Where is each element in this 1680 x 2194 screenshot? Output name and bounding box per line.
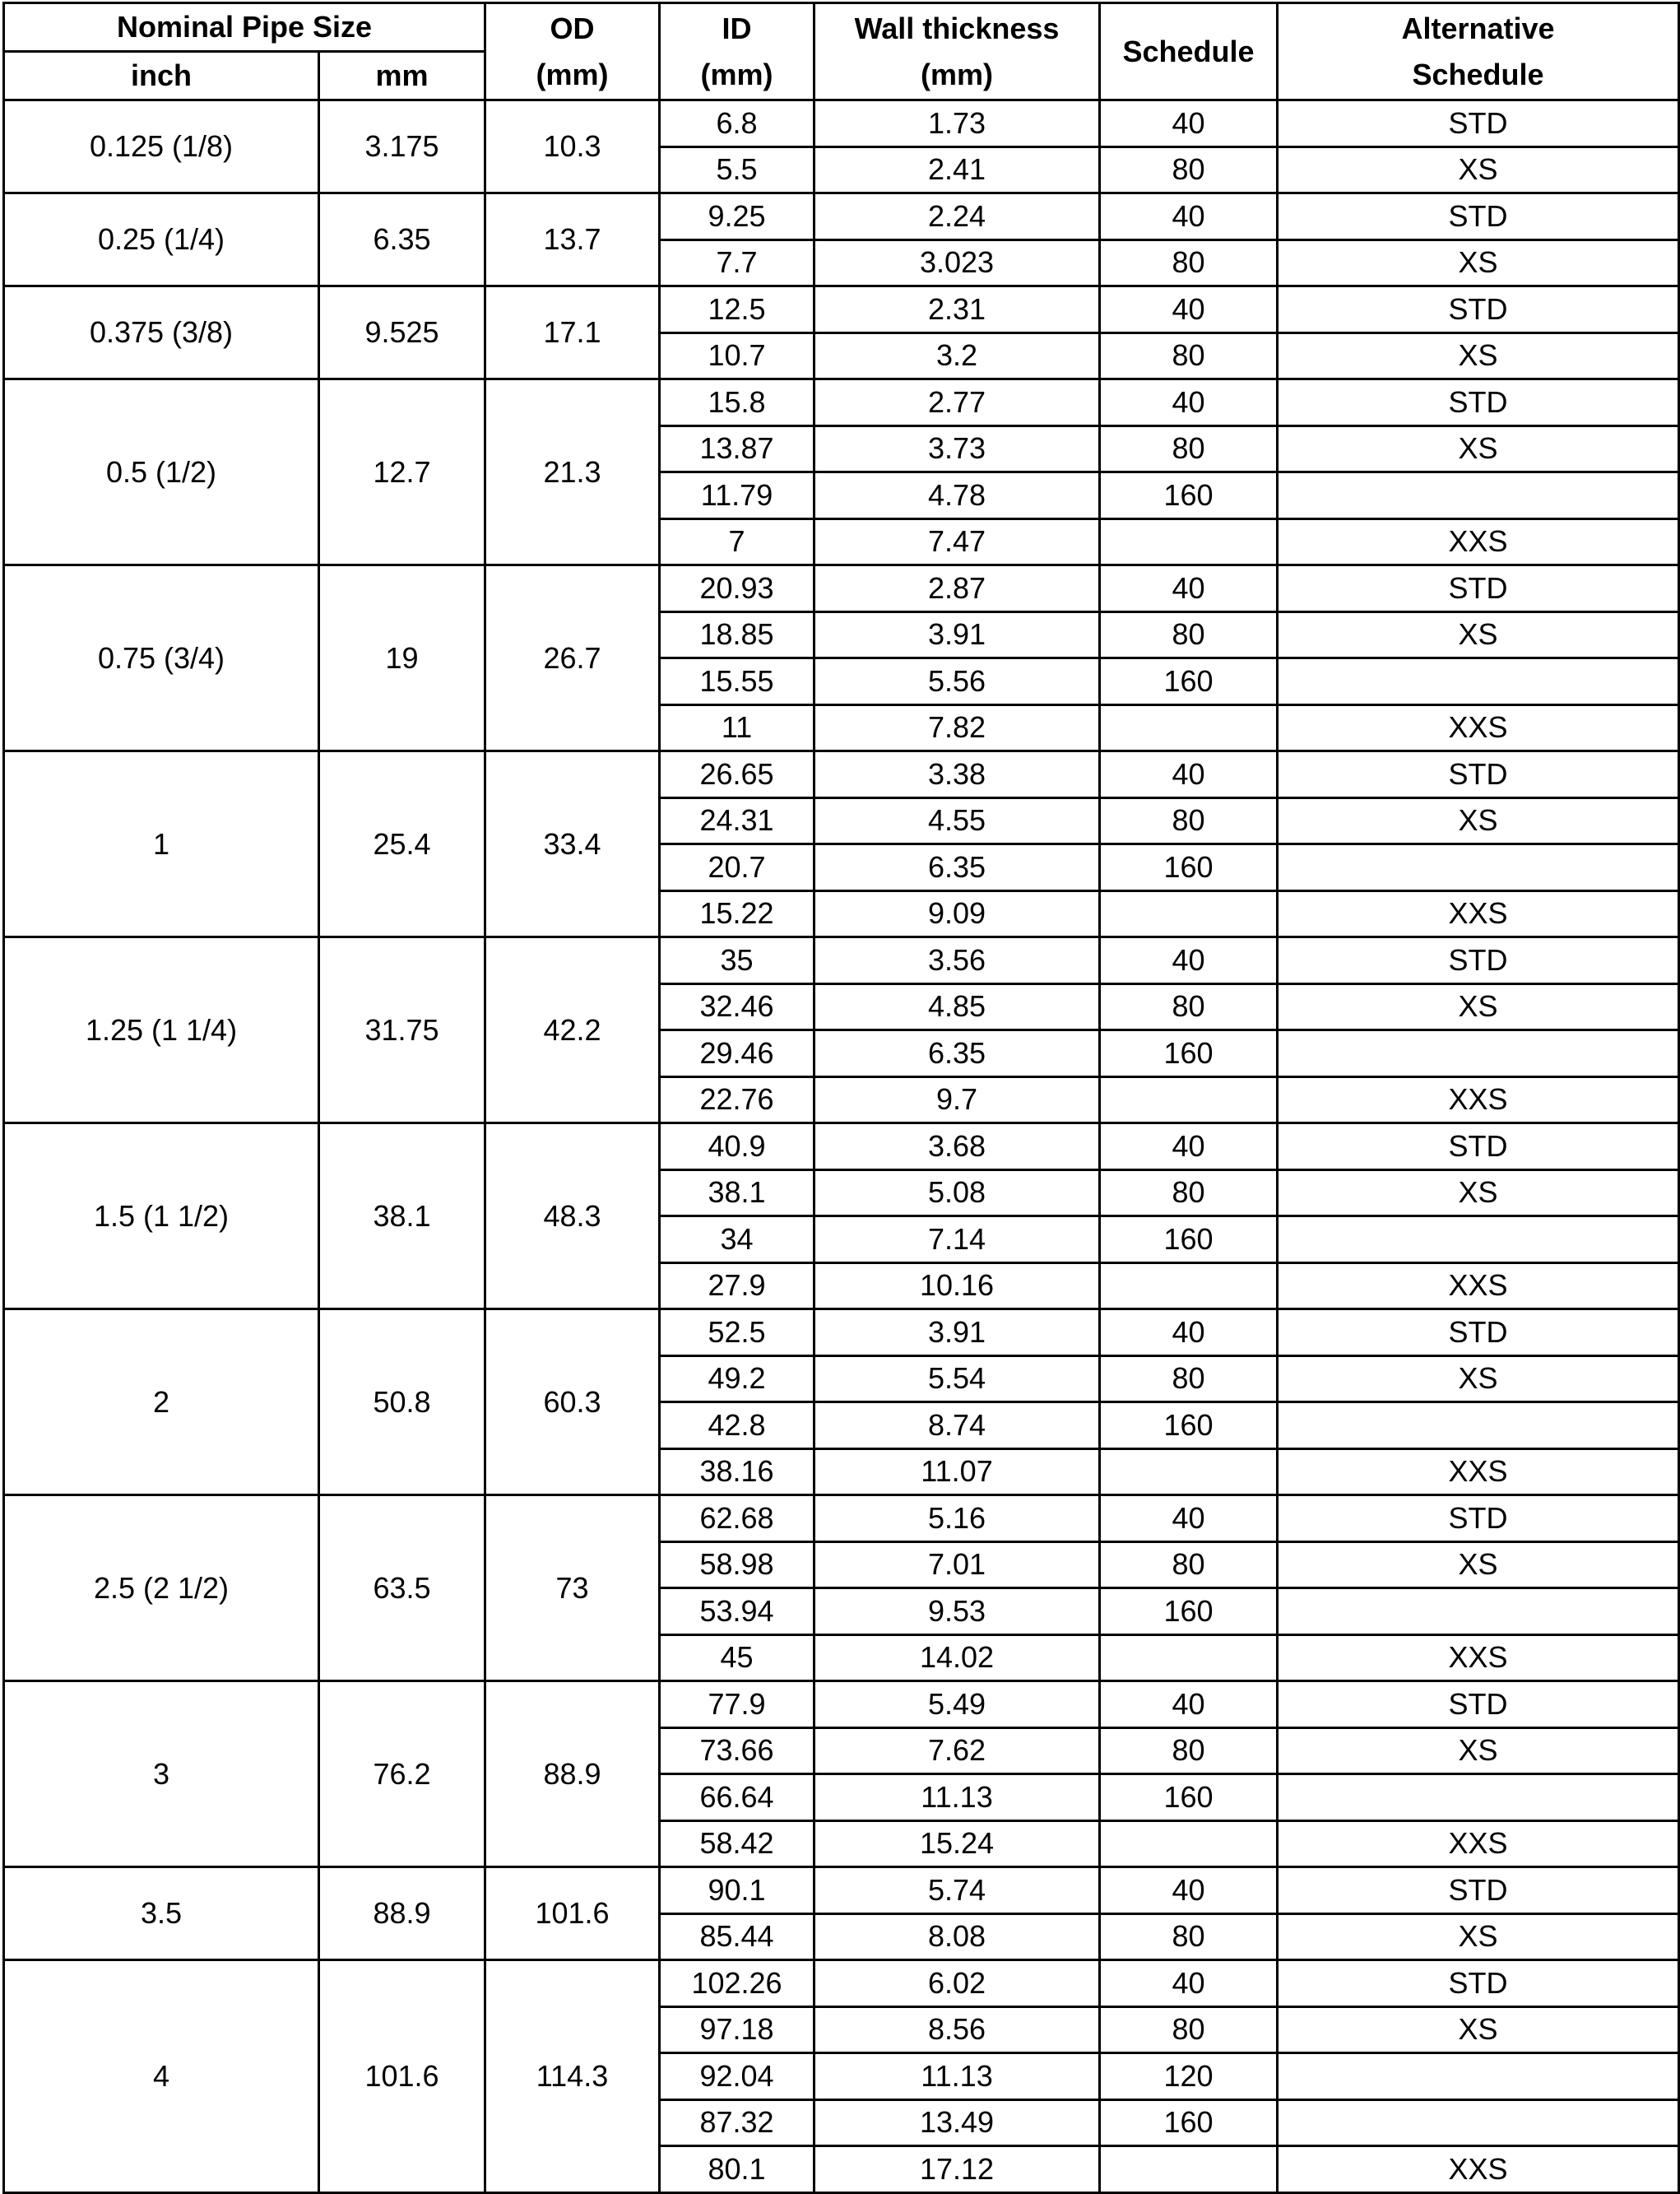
- nominal-mm-cell: 88.9: [319, 1867, 485, 1960]
- alternative-schedule-cell: [1278, 1216, 1679, 1263]
- id-header-line1: ID: [722, 11, 752, 45]
- id-cell: 77.9: [660, 1681, 814, 1728]
- id-cell: 92.04: [660, 2053, 814, 2100]
- nominal-mm-cell: 9.525: [319, 286, 485, 379]
- alternative-schedule-cell: XS: [1278, 983, 1679, 1030]
- alternative-schedule-header-line2: Schedule: [1412, 57, 1544, 91]
- wall-thickness-cell: 3.91: [814, 1309, 1100, 1356]
- wall-thickness-cell: 4.55: [814, 797, 1100, 844]
- id-cell: 24.31: [660, 797, 814, 844]
- schedule-cell: [1100, 1076, 1278, 1123]
- id-cell: 73.66: [660, 1727, 814, 1774]
- nominal-mm-cell: 76.2: [319, 1681, 485, 1867]
- schedule-cell: 40: [1100, 1309, 1278, 1356]
- alternative-schedule-cell: [1278, 1030, 1679, 1077]
- nominal-mm-cell: 38.1: [319, 1123, 485, 1309]
- alternative-schedule-cell: XS: [1278, 239, 1679, 286]
- wall-thickness-cell: 9.7: [814, 1076, 1100, 1123]
- table-row: [4, 193, 1679, 240]
- id-cell: 53.94: [660, 1588, 814, 1635]
- id-cell: 62.68: [660, 1495, 814, 1542]
- id-cell: 15.22: [660, 890, 814, 937]
- nominal-pipe-size-header: Nominal Pipe Size: [4, 3, 485, 52]
- alternative-schedule-cell: STD: [1278, 1681, 1679, 1728]
- schedule-cell: [1100, 2146, 1278, 2193]
- id-cell: 7: [660, 518, 814, 565]
- nominal-inch-cell: 2: [4, 1309, 319, 1495]
- schedule-cell: 160: [1100, 1030, 1278, 1077]
- schedule-cell: 80: [1100, 146, 1278, 193]
- alternative-schedule-cell: STD: [1278, 100, 1679, 147]
- wall-thickness-cell: 13.49: [814, 2099, 1100, 2146]
- alternative-schedule-cell: XS: [1278, 611, 1679, 658]
- od-cell: 33.4: [485, 751, 660, 937]
- id-cell: 35: [660, 937, 814, 984]
- wall-thickness-cell: 6.35: [814, 844, 1100, 891]
- id-cell: 45: [660, 1634, 814, 1681]
- wall-thickness-cell: 6.02: [814, 1960, 1100, 2007]
- nominal-mm-cell: 31.75: [319, 937, 485, 1123]
- wall-thickness-cell: 9.09: [814, 890, 1100, 937]
- wall-thickness-cell: 11.13: [814, 1774, 1100, 1821]
- wall-thickness-cell: 5.16: [814, 1495, 1100, 1542]
- table-row: [4, 1867, 1679, 1914]
- alternative-schedule-cell: XXS: [1278, 2146, 1679, 2193]
- id-cell: 11: [660, 704, 814, 751]
- wall-thickness-cell: 2.41: [814, 146, 1100, 193]
- wall-thickness-cell: 15.24: [814, 1820, 1100, 1867]
- table-row: [4, 1123, 1679, 1170]
- wall-thickness-cell: 1.73: [814, 100, 1100, 147]
- schedule-cell: 40: [1100, 1867, 1278, 1914]
- schedule-cell: 40: [1100, 1495, 1278, 1542]
- id-cell: 12.5: [660, 286, 814, 333]
- schedule-cell: [1100, 518, 1278, 565]
- schedule-cell: 80: [1100, 1169, 1278, 1216]
- schedule-cell: 160: [1100, 1774, 1278, 1821]
- table-row: [4, 1309, 1679, 1356]
- alternative-schedule-cell: XXS: [1278, 1076, 1679, 1123]
- alternative-schedule-cell: STD: [1278, 193, 1679, 240]
- id-cell: 27.9: [660, 1262, 814, 1309]
- id-cell: 22.76: [660, 1076, 814, 1123]
- alternative-schedule-cell: XS: [1278, 1727, 1679, 1774]
- od-cell: 88.9: [485, 1681, 660, 1867]
- id-cell: 42.8: [660, 1402, 814, 1449]
- schedule-cell: 80: [1100, 332, 1278, 379]
- table-header: [4, 3, 1679, 100]
- id-cell: 87.32: [660, 2099, 814, 2146]
- alternative-schedule-cell: [1278, 1402, 1679, 1449]
- header-row: [4, 3, 1679, 52]
- wall-thickness-cell: 14.02: [814, 1634, 1100, 1681]
- table-row: [4, 1495, 1679, 1542]
- table-row: [4, 751, 1679, 798]
- nominal-inch-cell: 3: [4, 1681, 319, 1867]
- id-cell: 80.1: [660, 2146, 814, 2193]
- alternative-schedule-cell: XS: [1278, 2006, 1679, 2053]
- wall-thickness-cell: 7.47: [814, 518, 1100, 565]
- inch-header: inch: [4, 52, 319, 100]
- nominal-inch-cell: 1: [4, 751, 319, 937]
- wall-thickness-cell: 7.62: [814, 1727, 1100, 1774]
- nominal-inch-cell: 0.375 (3/8): [4, 286, 319, 379]
- schedule-cell: 40: [1100, 286, 1278, 333]
- alternative-schedule-cell: XXS: [1278, 704, 1679, 751]
- schedule-cell: 80: [1100, 2006, 1278, 2053]
- alternative-schedule-cell: STD: [1278, 751, 1679, 798]
- schedule-cell: 80: [1100, 1541, 1278, 1588]
- wall-thickness-cell: 5.56: [814, 658, 1100, 705]
- nominal-mm-cell: 25.4: [319, 751, 485, 937]
- id-cell: 5.5: [660, 146, 814, 193]
- nominal-mm-cell: 6.35: [319, 193, 485, 286]
- alternative-schedule-cell: [1278, 658, 1679, 705]
- schedule-cell: 40: [1100, 565, 1278, 612]
- alternative-schedule-cell: XXS: [1278, 1262, 1679, 1309]
- id-cell: 7.7: [660, 239, 814, 286]
- schedule-cell: [1100, 1448, 1278, 1495]
- od-header: [485, 3, 660, 100]
- alternative-schedule-header-line1: Alternative: [1401, 11, 1555, 45]
- alternative-schedule-cell: STD: [1278, 937, 1679, 984]
- nominal-mm-cell: 101.6: [319, 1960, 485, 2193]
- schedule-cell: 40: [1100, 1681, 1278, 1728]
- od-cell: 42.2: [485, 937, 660, 1123]
- wall-thickness-cell: 7.82: [814, 704, 1100, 751]
- nominal-inch-cell: 3.5: [4, 1867, 319, 1960]
- schedule-cell: [1100, 890, 1278, 937]
- schedule-cell: [1100, 1820, 1278, 1867]
- od-cell: 101.6: [485, 1867, 660, 1960]
- schedule-cell: 80: [1100, 611, 1278, 658]
- wall-thickness-cell: 5.74: [814, 1867, 1100, 1914]
- alternative-schedule-cell: STD: [1278, 1309, 1679, 1356]
- nominal-mm-cell: 12.7: [319, 379, 485, 565]
- schedule-cell: 40: [1100, 100, 1278, 147]
- wall-thickness-cell: 17.12: [814, 2146, 1100, 2193]
- wall-thickness-cell: 11.13: [814, 2053, 1100, 2100]
- mm-header: mm: [319, 52, 485, 100]
- alternative-schedule-header: [1278, 3, 1679, 100]
- schedule-header: Schedule: [1100, 3, 1278, 100]
- nominal-inch-cell: 0.125 (1/8): [4, 100, 319, 193]
- schedule-cell: 80: [1100, 1355, 1278, 1402]
- id-cell: 97.18: [660, 2006, 814, 2053]
- wall-thickness-cell: 5.08: [814, 1169, 1100, 1216]
- od-header-line1: OD: [550, 11, 595, 45]
- table-body: [4, 100, 1679, 2193]
- nominal-inch-cell: 0.25 (1/4): [4, 193, 319, 286]
- nominal-mm-cell: 3.175: [319, 100, 485, 193]
- wall-thickness-cell: 2.24: [814, 193, 1100, 240]
- od-header-line2: (mm): [536, 57, 609, 91]
- schedule-cell: 160: [1100, 472, 1278, 519]
- wall-thickness-cell: 2.77: [814, 379, 1100, 426]
- table-row: [4, 286, 1679, 333]
- wall-thickness-cell: 6.35: [814, 1030, 1100, 1077]
- schedule-cell: 40: [1100, 1123, 1278, 1170]
- alternative-schedule-cell: XS: [1278, 1355, 1679, 1402]
- id-cell: 13.87: [660, 425, 814, 472]
- schedule-cell: 40: [1100, 379, 1278, 426]
- wall-thickness-cell: 8.74: [814, 1402, 1100, 1449]
- wall-thickness-cell: 7.14: [814, 1216, 1100, 1263]
- id-cell: 29.46: [660, 1030, 814, 1077]
- id-cell: 9.25: [660, 193, 814, 240]
- schedule-cell: 160: [1100, 1588, 1278, 1635]
- wall-thickness-cell: 4.78: [814, 472, 1100, 519]
- nominal-inch-cell: 0.5 (1/2): [4, 379, 319, 565]
- alternative-schedule-cell: STD: [1278, 565, 1679, 612]
- alternative-schedule-cell: [1278, 1774, 1679, 1821]
- wall-thickness-cell: 3.73: [814, 425, 1100, 472]
- od-cell: 21.3: [485, 379, 660, 565]
- alternative-schedule-cell: STD: [1278, 286, 1679, 333]
- od-cell: 73: [485, 1495, 660, 1681]
- alternative-schedule-cell: XS: [1278, 146, 1679, 193]
- wall-thickness-cell: 3.68: [814, 1123, 1100, 1170]
- id-cell: 49.2: [660, 1355, 814, 1402]
- wall-thickness-cell: 8.56: [814, 2006, 1100, 2053]
- id-header-line2: (mm): [700, 57, 773, 91]
- schedule-cell: [1100, 704, 1278, 751]
- schedule-cell: 80: [1100, 983, 1278, 1030]
- wall-thickness-cell: 2.31: [814, 286, 1100, 333]
- alternative-schedule-cell: XS: [1278, 1541, 1679, 1588]
- id-cell: 26.65: [660, 751, 814, 798]
- alternative-schedule-cell: [1278, 2053, 1679, 2100]
- id-cell: 10.7: [660, 332, 814, 379]
- nominal-mm-cell: 50.8: [319, 1309, 485, 1495]
- id-cell: 58.98: [660, 1541, 814, 1588]
- schedule-cell: 160: [1100, 1402, 1278, 1449]
- wall-thickness-cell: 9.53: [814, 1588, 1100, 1635]
- schedule-cell: 40: [1100, 1960, 1278, 2007]
- wall-thickness-cell: 3.023: [814, 239, 1100, 286]
- nominal-mm-cell: 63.5: [319, 1495, 485, 1681]
- alternative-schedule-cell: [1278, 1588, 1679, 1635]
- od-cell: 17.1: [485, 286, 660, 379]
- schedule-cell: 160: [1100, 2099, 1278, 2146]
- schedule-cell: 120: [1100, 2053, 1278, 2100]
- nominal-inch-cell: 1.5 (1 1/2): [4, 1123, 319, 1309]
- id-cell: 58.42: [660, 1820, 814, 1867]
- schedule-cell: 40: [1100, 751, 1278, 798]
- wall-thickness-cell: 5.54: [814, 1355, 1100, 1402]
- id-cell: 52.5: [660, 1309, 814, 1356]
- nominal-inch-cell: 2.5 (2 1/2): [4, 1495, 319, 1681]
- table-row: [4, 1681, 1679, 1728]
- nominal-inch-cell: 1.25 (1 1/4): [4, 937, 319, 1123]
- alternative-schedule-cell: [1278, 2099, 1679, 2146]
- pipe-schedule-table: [2, 2, 1680, 2194]
- alternative-schedule-cell: XXS: [1278, 518, 1679, 565]
- schedule-cell: 80: [1100, 1727, 1278, 1774]
- wall-thickness-cell: 10.16: [814, 1262, 1100, 1309]
- alternative-schedule-cell: XS: [1278, 1169, 1679, 1216]
- wall-thickness-cell: 2.87: [814, 565, 1100, 612]
- alternative-schedule-cell: STD: [1278, 1123, 1679, 1170]
- schedule-cell: 80: [1100, 239, 1278, 286]
- wall-thickness-cell: 8.08: [814, 1913, 1100, 1960]
- alternative-schedule-cell: [1278, 844, 1679, 891]
- schedule-cell: 80: [1100, 797, 1278, 844]
- id-cell: 20.93: [660, 565, 814, 612]
- id-cell: 15.55: [660, 658, 814, 705]
- id-cell: 38.16: [660, 1448, 814, 1495]
- nominal-inch-cell: 4: [4, 1960, 319, 2193]
- table-row: [4, 1960, 1679, 2007]
- schedule-cell: 40: [1100, 193, 1278, 240]
- schedule-cell: 160: [1100, 1216, 1278, 1263]
- wall-thickness-cell: 3.2: [814, 332, 1100, 379]
- wall-thickness-header-line2: (mm): [921, 57, 994, 91]
- alternative-schedule-cell: XS: [1278, 797, 1679, 844]
- table-row: [4, 379, 1679, 426]
- id-cell: 66.64: [660, 1774, 814, 1821]
- alternative-schedule-cell: XS: [1278, 425, 1679, 472]
- nominal-inch-cell: 0.75 (3/4): [4, 565, 319, 751]
- alternative-schedule-cell: XXS: [1278, 1448, 1679, 1495]
- wall-thickness-cell: 3.91: [814, 611, 1100, 658]
- id-cell: 38.1: [660, 1169, 814, 1216]
- schedule-cell: 80: [1100, 425, 1278, 472]
- od-cell: 26.7: [485, 565, 660, 751]
- alternative-schedule-cell: [1278, 472, 1679, 519]
- id-cell: 85.44: [660, 1913, 814, 1960]
- id-header: [660, 3, 814, 100]
- id-cell: 34: [660, 1216, 814, 1263]
- wall-thickness-cell: 3.38: [814, 751, 1100, 798]
- od-cell: 114.3: [485, 1960, 660, 2193]
- schedule-cell: 160: [1100, 658, 1278, 705]
- od-cell: 10.3: [485, 100, 660, 193]
- schedule-cell: 40: [1100, 937, 1278, 984]
- od-cell: 60.3: [485, 1309, 660, 1495]
- id-cell: 11.79: [660, 472, 814, 519]
- wall-thickness-header: [814, 3, 1100, 100]
- alternative-schedule-cell: XS: [1278, 1913, 1679, 1960]
- nominal-mm-cell: 19: [319, 565, 485, 751]
- alternative-schedule-cell: XS: [1278, 332, 1679, 379]
- alternative-schedule-cell: STD: [1278, 1867, 1679, 1914]
- id-cell: 18.85: [660, 611, 814, 658]
- wall-thickness-cell: 11.07: [814, 1448, 1100, 1495]
- schedule-cell: 160: [1100, 844, 1278, 891]
- schedule-cell: 80: [1100, 1913, 1278, 1960]
- alternative-schedule-cell: XXS: [1278, 1820, 1679, 1867]
- od-cell: 48.3: [485, 1123, 660, 1309]
- id-cell: 15.8: [660, 379, 814, 426]
- od-cell: 13.7: [485, 193, 660, 286]
- table-row: [4, 937, 1679, 984]
- alternative-schedule-cell: STD: [1278, 379, 1679, 426]
- schedule-cell: [1100, 1262, 1278, 1309]
- alternative-schedule-cell: STD: [1278, 1495, 1679, 1542]
- id-cell: 32.46: [660, 983, 814, 1030]
- id-cell: 6.8: [660, 100, 814, 147]
- wall-thickness-cell: 4.85: [814, 983, 1100, 1030]
- table-row: [4, 100, 1679, 147]
- alternative-schedule-cell: STD: [1278, 1960, 1679, 2007]
- id-cell: 40.9: [660, 1123, 814, 1170]
- wall-thickness-cell: 3.56: [814, 937, 1100, 984]
- wall-thickness-cell: 7.01: [814, 1541, 1100, 1588]
- alternative-schedule-cell: XXS: [1278, 1634, 1679, 1681]
- table-row: [4, 565, 1679, 612]
- id-cell: 90.1: [660, 1867, 814, 1914]
- alternative-schedule-cell: XXS: [1278, 890, 1679, 937]
- id-cell: 20.7: [660, 844, 814, 891]
- wall-thickness-header-line1: Wall thickness: [854, 11, 1060, 45]
- schedule-cell: [1100, 1634, 1278, 1681]
- id-cell: 102.26: [660, 1960, 814, 2007]
- wall-thickness-cell: 5.49: [814, 1681, 1100, 1728]
